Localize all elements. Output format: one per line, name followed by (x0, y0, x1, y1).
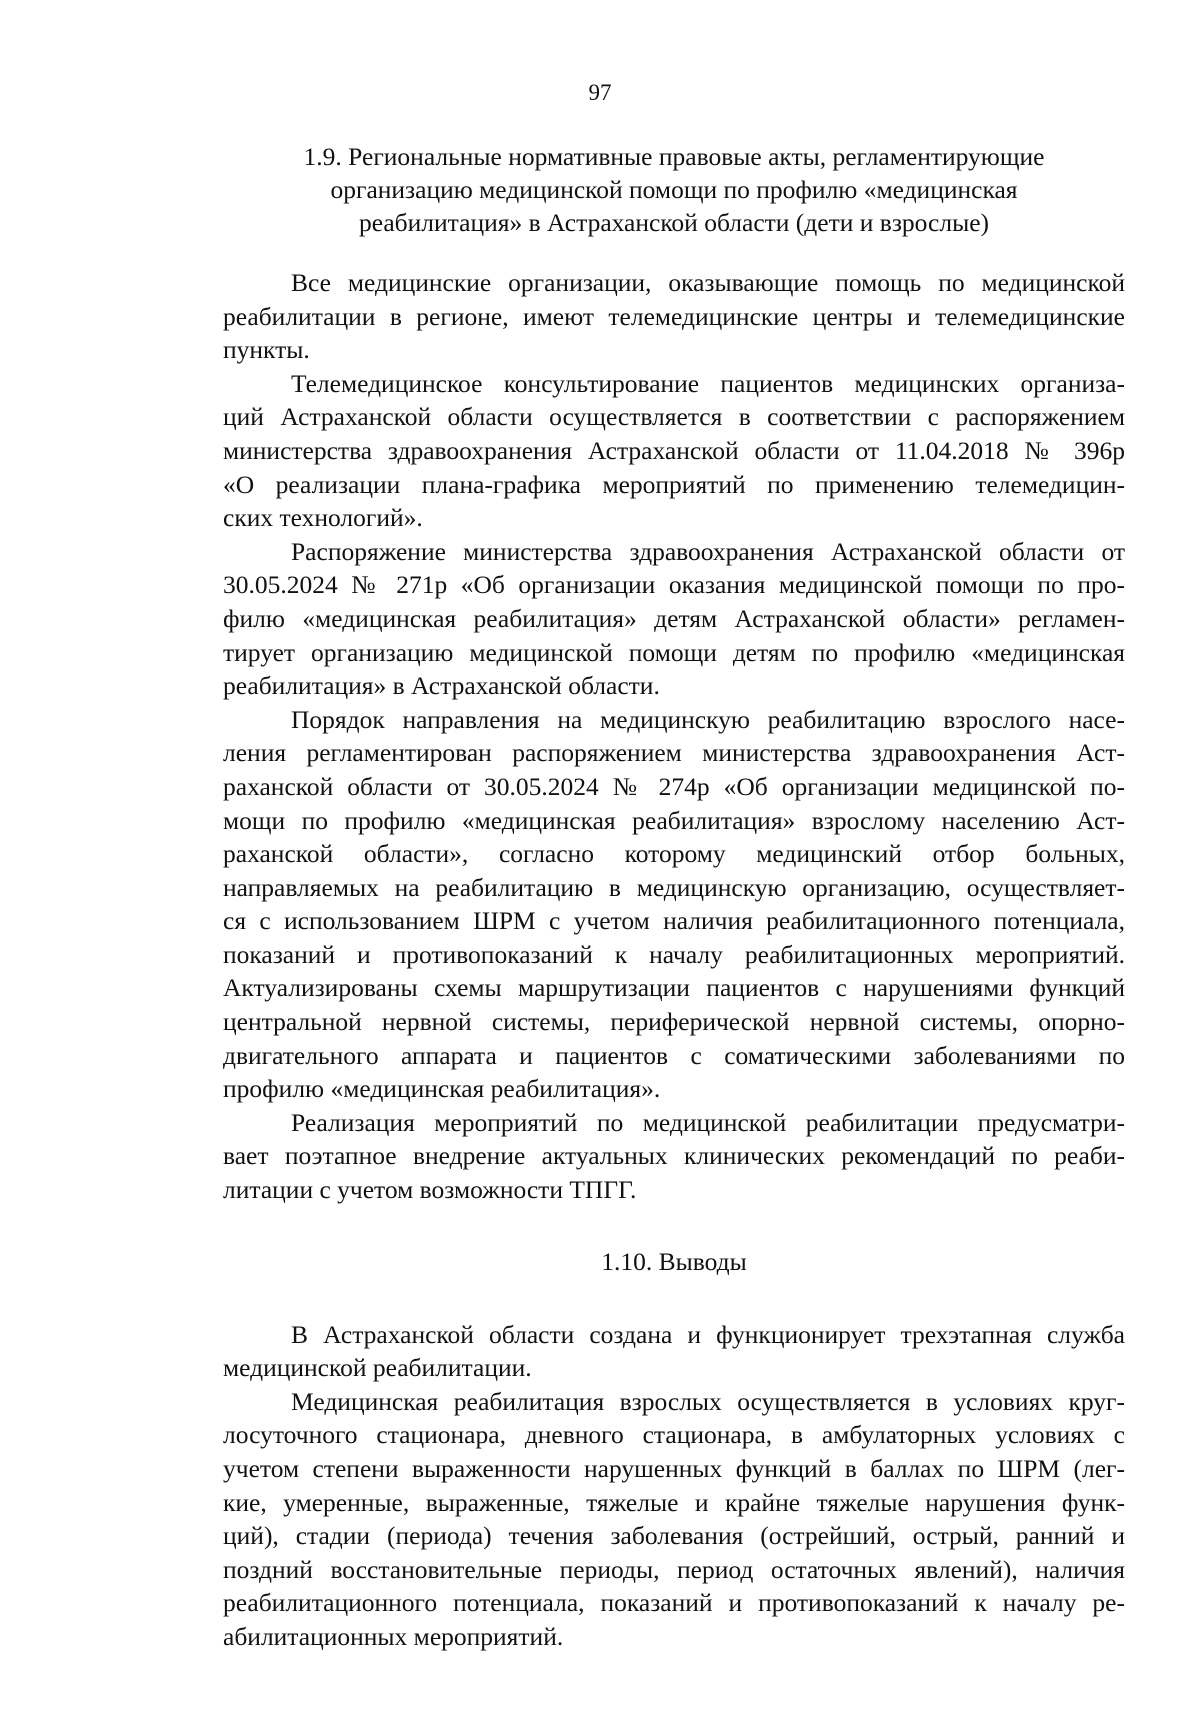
paragraph-line: Телемедицинское консультирование пациентов медицинских организа- (291, 368, 1125, 398)
paragraph-line: филю «медицинская реабилитация» детям Астраханской области» регламен- (223, 603, 1125, 633)
paragraph-line: учетом степени выраженности нарушенных функций в баллах по ШРМ (лег- (223, 1454, 1125, 1483)
section-heading-1-10 (223, 1245, 1125, 1278)
heading-line: организацию медицинской помощи по профилю «медицинская (330, 175, 1018, 204)
heading-line: реабилитация» в Астраханской области (дети и взрослые) (358, 208, 990, 237)
paragraph-line: реабилитация» в Астраханской области. (223, 671, 660, 701)
section-heading-1-9 (223, 140, 1125, 239)
paragraph-line: направляемых на реабилитацию в медицинскую организацию, осуществляет- (223, 872, 1125, 902)
heading-line: 1.10. Выводы (601, 1246, 747, 1276)
paragraph-line: тирует организацию медицинской помощи детям по профилю «медицинская (223, 637, 1125, 667)
heading-line: 1.9. Региональные нормативные правовые акты, регламентирующие (303, 142, 1045, 171)
paragraph-line: вает поэтапное внедрение актуальных клинических рекомендаций по реаби- (223, 1141, 1125, 1171)
paragraph-line: Порядок направления на медицинскую реабилитацию взрослого насе- (291, 704, 1125, 734)
page-number: 97 (588, 80, 612, 105)
paragraph-line: ся с использованием ШРМ с учетом наличия реабилитационного потенциала, (223, 906, 1125, 936)
paragraph-adult-referral (223, 703, 1125, 1106)
paragraph-line: Все медицинские организации, оказывающие помощь по медицинской (291, 268, 1125, 297)
paragraph-telemedicine-consulting (223, 367, 1125, 535)
paragraph-line: Распоряжение министерства здравоохранения Астраханской области от (291, 536, 1125, 566)
paragraph-line: центральной нервной системы, периферической нервной системы, опорно- (223, 1007, 1125, 1037)
paragraph-line: поздний восстановительные периоды, период остаточных явлений), наличия (223, 1554, 1125, 1584)
paragraph-line: Актуализированы схемы маршрутизации пациентов с нарушениями функций (223, 973, 1125, 1003)
paragraph-adult-rehabilitation (223, 1385, 1125, 1654)
paragraph-line: раханской области от 30.05.2024 № 274р «Об организации медицинской по- (223, 771, 1125, 801)
paragraph-telemedicine-centers (223, 266, 1125, 367)
paragraph-line: ских технологий». (223, 503, 423, 533)
paragraph-line: медицинской реабилитации. (223, 1353, 532, 1383)
paragraph-line: литации с учетом возможности ТПГГ. (223, 1175, 637, 1205)
paragraph-line: Реализация мероприятий по медицинской реабилитации предусматри- (291, 1107, 1125, 1137)
paragraph-line: раханской области», согласно которому медицинский отбор больных, (223, 839, 1125, 869)
paragraph-three-stage-service (223, 1318, 1125, 1385)
paragraph-line: 30.05.2024 № 271р «Об организации оказания медицинской помощи по про- (223, 570, 1125, 600)
paragraph-line: Медицинская реабилитация взрослых осуществляется в условиях круг- (291, 1386, 1125, 1416)
paragraph-line: министерства здравоохранения Астраханской области от 11.04.2018 № 396р (223, 435, 1125, 465)
paragraph-implementation (223, 1106, 1125, 1207)
paragraph-line: двигательного аппарата и пациентов с соматическими заболеваниями по (223, 1040, 1125, 1070)
page-content (223, 140, 1125, 1654)
paragraph-line: профилю «медицинская реабилитация». (223, 1074, 661, 1104)
paragraph-line: кие, умеренные, выраженные, тяжелые и крайне тяжелые нарушения функ- (223, 1487, 1125, 1517)
paragraph-line: В Астраханской области создана и функционирует трехэтапная служба (291, 1319, 1125, 1349)
paragraph-line: лосуточного стационара, дневного стационара, в амбулаторных условиях с (223, 1420, 1125, 1450)
paragraph-line: «О реализации плана-графика мероприятий по применению телемедицин- (223, 469, 1125, 499)
paragraph-line: показаний и противопоказаний к началу реабилитационных мероприятий. (223, 939, 1125, 969)
paragraph-line: реабилитации в регионе, имеют телемедицинские центры и телемедицинские (223, 301, 1125, 331)
paragraph-line: ций Астраханской области осуществляется в соответствии с распоряжением (223, 402, 1125, 432)
paragraph-line: ления регламентирован распоряжением министерства здравоохранения Аст- (223, 738, 1125, 768)
paragraph-line: реабилитационного потенциала, показаний и противопоказаний к началу ре- (223, 1588, 1125, 1618)
paragraph-line: мощи по профилю «медицинская реабилитация» взрослому населению Аст- (223, 805, 1125, 835)
paragraph-children-order (223, 535, 1125, 703)
paragraph-line: пункты. (223, 335, 310, 365)
paragraph-line: ций), стадии (периода) течения заболевания (острейший, острый, ранний и (223, 1521, 1125, 1551)
paragraph-line: абилитационных мероприятий. (223, 1621, 564, 1651)
